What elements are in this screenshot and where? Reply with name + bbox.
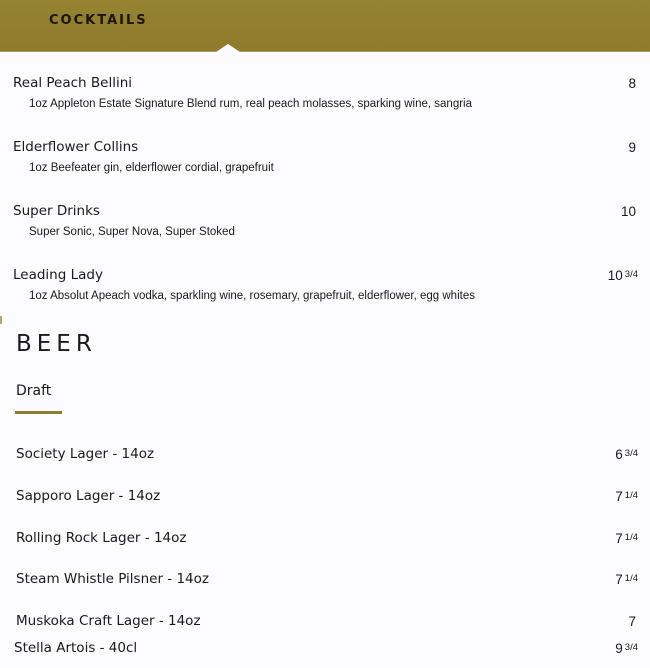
item-price xyxy=(608,268,638,283)
price-whole: 7 xyxy=(628,614,636,629)
beer-item xyxy=(0,530,650,550)
price-whole: 10 xyxy=(620,204,636,219)
menu-item xyxy=(0,267,650,307)
beer-name: Steam Whistle Pilsner - 14oz xyxy=(16,571,209,587)
item-price xyxy=(628,76,638,91)
item-description: 1oz Beefeater gin, elderflower cordial, grapefruit xyxy=(29,162,274,174)
price-fraction: 1/4 xyxy=(624,532,638,543)
price-fraction: 1/4 xyxy=(624,573,638,584)
item-name: Elderflower Collins xyxy=(13,139,139,155)
section-heading-beer: BEER xyxy=(16,331,97,357)
beer-name: Society Lager - 14oz xyxy=(16,446,155,462)
beer-item xyxy=(0,640,650,660)
category-header-bar xyxy=(0,0,650,52)
item-description: 1oz Appleton Estate Signature Blend rum, real peach molasses, sparking wine, sangria xyxy=(29,98,473,110)
price-whole: 10 xyxy=(607,268,623,283)
menu-item xyxy=(0,203,650,243)
subtab-active-underline xyxy=(15,411,62,414)
beer-price xyxy=(615,641,638,656)
price-whole: 7 xyxy=(615,531,623,546)
beer-item xyxy=(0,571,650,591)
price-fraction: 3/4 xyxy=(624,642,638,653)
beer-price xyxy=(628,614,638,629)
beer-name: Stella Artois - 40cl xyxy=(14,640,138,656)
beer-name: Sapporo Lager - 14oz xyxy=(16,488,161,504)
beer-price xyxy=(615,572,638,587)
beer-item xyxy=(0,488,650,508)
price-fraction: 3/4 xyxy=(624,448,638,459)
menu-item xyxy=(0,75,650,115)
item-description: 1oz Absolut Apeach vodka, sparkling wine, rosemary, grapefruit, elderflower, egg whites xyxy=(29,290,475,302)
price-fraction: 1/4 xyxy=(624,490,638,501)
beer-name: Muskoka Craft Lager - 14oz xyxy=(16,613,201,629)
beer-name: Rolling Rock Lager - 14oz xyxy=(16,530,187,546)
item-name: Leading Lady xyxy=(13,267,103,283)
side-marker xyxy=(0,316,2,324)
price-whole: 9 xyxy=(615,641,623,656)
subtab-draft[interactable]: Draft xyxy=(16,383,52,399)
item-name: Real Peach Bellini xyxy=(13,75,133,91)
price-fraction: 3/4 xyxy=(624,269,638,280)
beer-price xyxy=(615,447,638,462)
item-name: Super Drinks xyxy=(13,203,100,219)
menu-item xyxy=(0,139,650,179)
item-description: Super Sonic, Super Nova, Super Stoked xyxy=(29,226,235,238)
active-tab-caret-icon xyxy=(216,44,240,52)
price-whole: 9 xyxy=(628,140,636,155)
beer-price xyxy=(615,489,638,504)
item-price xyxy=(628,140,638,155)
beer-price xyxy=(615,531,638,546)
beer-item xyxy=(0,613,650,633)
beer-item xyxy=(0,446,650,466)
tab-cocktails[interactable]: COCKTAILS xyxy=(49,13,148,28)
price-whole: 7 xyxy=(615,572,623,587)
price-whole: 7 xyxy=(615,489,623,504)
item-price xyxy=(621,204,638,219)
price-whole: 8 xyxy=(628,76,636,91)
price-whole: 6 xyxy=(615,447,623,462)
